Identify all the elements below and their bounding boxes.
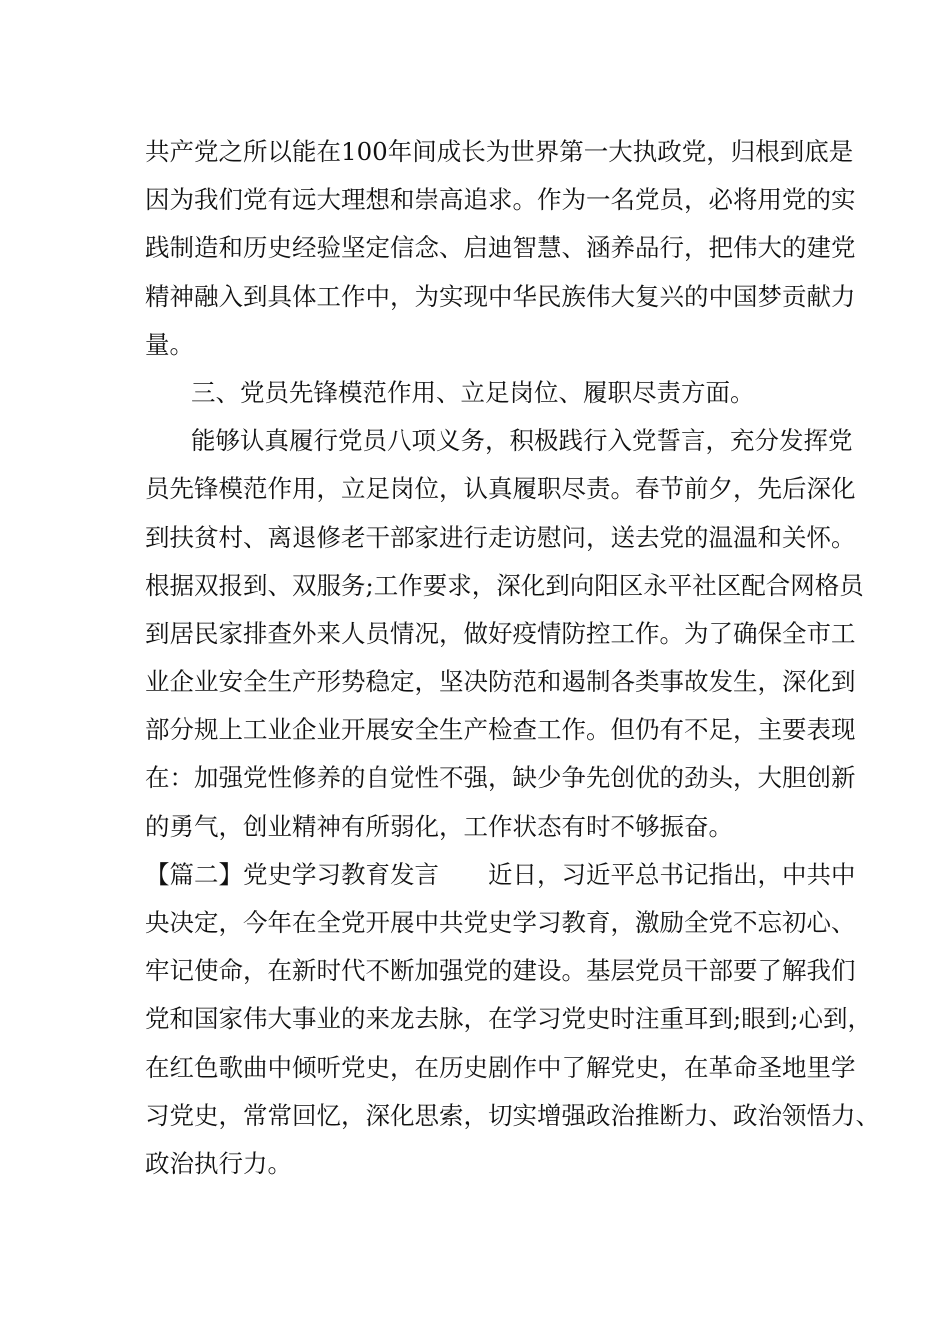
section-heading: 三、党员先锋模范作用、立足岗位、履职尽责方面。 xyxy=(191,377,755,407)
text-line: 量。 xyxy=(145,329,194,359)
text-line: 能够认真履行党员八项义务，积极践行入党誓言，充分发挥党 xyxy=(191,426,853,456)
text-line: 习党史，常常回忆，深化思索，切实增强政治推断力、政治领悟力、 xyxy=(145,1100,880,1130)
text-line: 的勇气，创业精神有所弱化，工作状态有时不够振奋。 xyxy=(145,811,733,841)
text-line: 共产党之所以能在100年间成长为世界第一大执政党，归根到底是 xyxy=(145,137,854,166)
text-line: 央决定，今年在全党开展中共党史学习教育，激励全党不忘初心、 xyxy=(145,908,856,937)
text-line: 业企业安全生产形势稳定，坚决防范和遏制各类事故发生，深化到 xyxy=(145,667,856,697)
text-line: 部分规上工业企业开展安全生产检查工作。但仍有不足，主要表现 xyxy=(145,715,856,745)
text-line: 精神融入到具体工作中，为实现中华民族伟大复兴的中国梦贡献力 xyxy=(145,281,856,311)
text-line: 在：加强党性修养的自觉性不强，缺少争先创优的劲头，大胆创新 xyxy=(145,763,856,793)
text-line: 到扶贫村、离退修老干部家进行走访慰问，送去党的温温和关怀。 xyxy=(145,522,856,552)
text-line: 党和国家伟大事业的来龙去脉，在学习党史时注重耳到;眼到;心到， xyxy=(145,1004,873,1034)
text-line: 员先锋模范作用，立足岗位，认真履职尽责。春节前夕，先后深化 xyxy=(145,474,856,504)
text-line: 根据双报到、双服务;工作要求，深化到向阳区永平社区配合网格员 xyxy=(145,570,864,600)
text-line: 到居民家排查外来人员情况，做好疫情防控工作。为了确保全市工 xyxy=(145,618,856,648)
text-line: 践制造和历史经验坚定信念、启迪智慧、涵养品行，把伟大的建党 xyxy=(145,233,856,263)
text-line: 牢记使命，在新时代不断加强党的建设。基层党员干部要了解我们 xyxy=(145,956,856,986)
document-body xyxy=(145,128,880,1188)
text-line: 在红色歌曲中倾听党史，在历史剧作中了解党史，在革命圣地里学 xyxy=(145,1052,856,1082)
text-line: 因为我们党有远大理想和崇高追求。作为一名党员，必将用党的实 xyxy=(145,185,856,215)
text-line: 政治执行力。 xyxy=(145,1148,292,1178)
chapter-heading-line: 【篇二】党史学习教育发言 近日，习近平总书记指出，中共中 xyxy=(145,859,856,889)
